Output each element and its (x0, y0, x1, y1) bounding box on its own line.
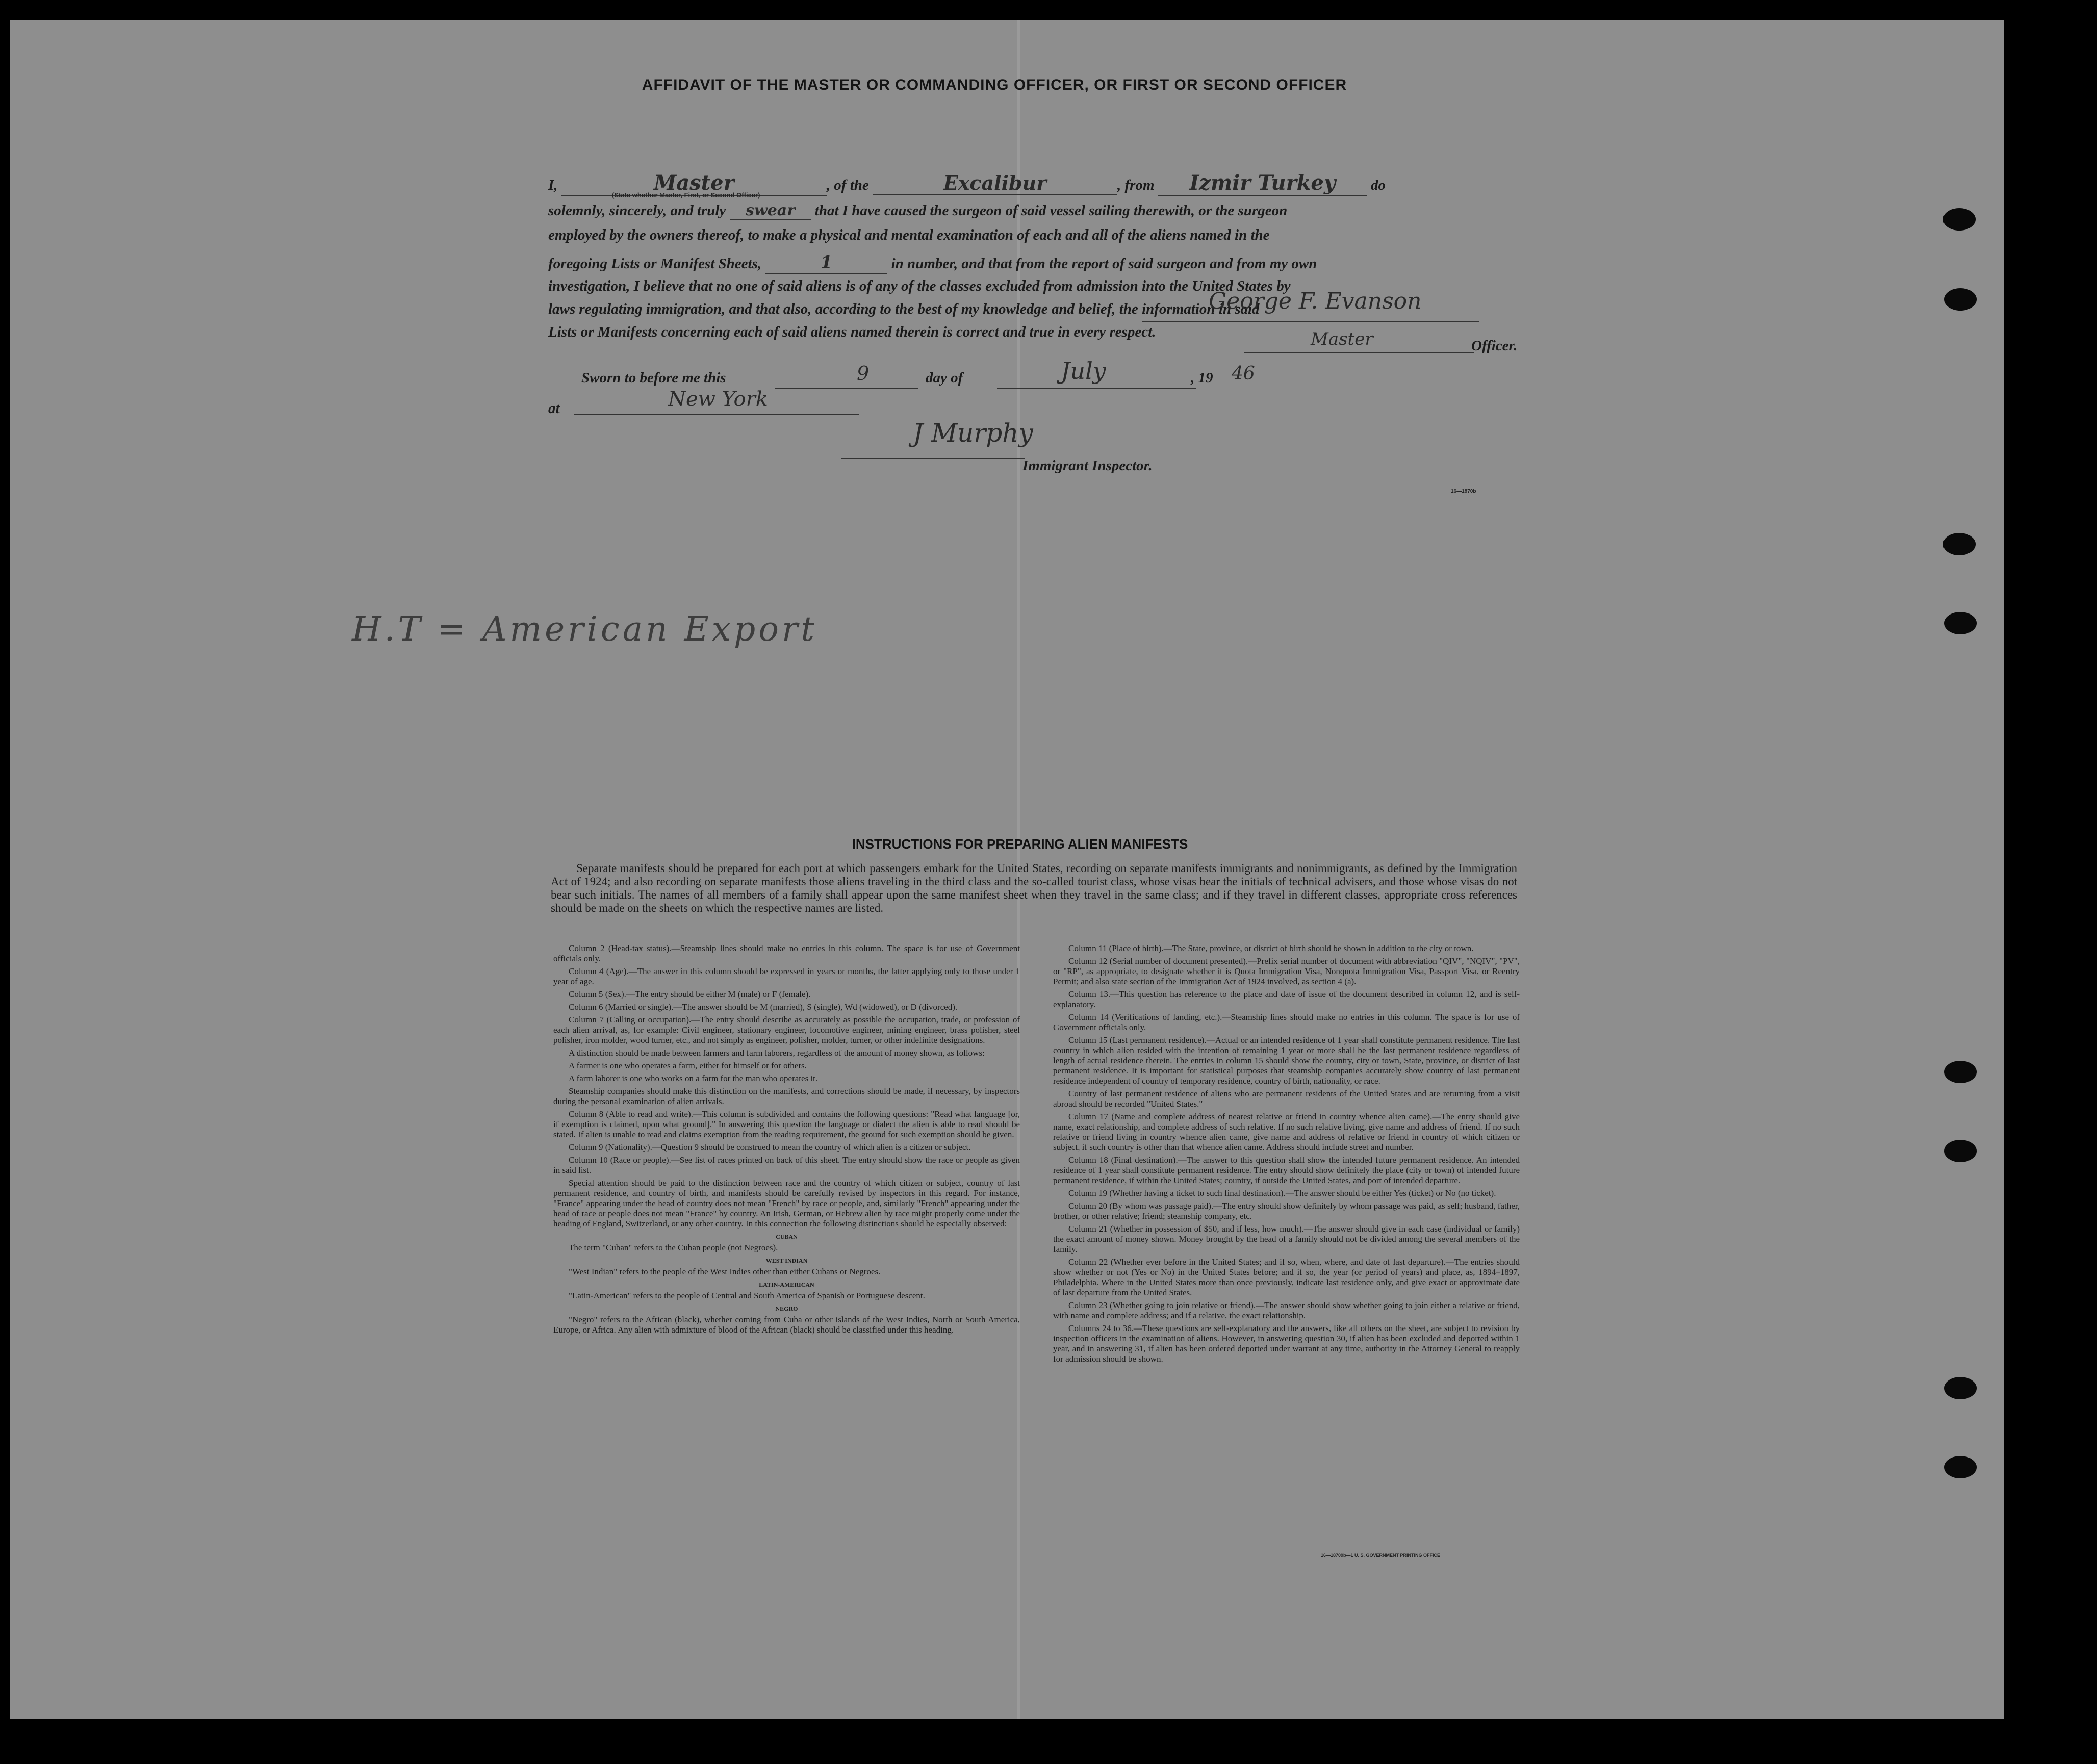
binder-hole (1944, 612, 1977, 634)
affidavit-line-1: I, Master , of the Excalibur , from Izmir Turkey do (548, 171, 1386, 195)
affidavit-title: AFFIDAVIT OF THE MASTER OR COMMANDING OFFICER, OR FIRST OR SECOND OFFICER (642, 76, 1347, 93)
instruction-paragraph: Column 14 (Verifications of landing, etc.).—Steamship lines should make no entries in this column. The space is for use of Government officials only. (1053, 1012, 1520, 1032)
day-handwritten: 9 (857, 362, 870, 385)
race-heading: WEST INDIAN (765, 1257, 808, 1264)
instruction-paragraph: Column 19 (Whether having a ticket to such final destination).—The answer should be either Yes (ticket) or No (no ticket). (1068, 1188, 1496, 1198)
affidavit-line-3: employed by the owners thereof, to make a physical and mental examination of each and all of the aliens named in the (548, 227, 1270, 243)
at-label: at (548, 400, 560, 417)
day-of-label: day of (926, 370, 963, 386)
title-line (1244, 352, 1474, 353)
instruction-paragraph: Column 8 (Able to read and write).—This column is subdivided and contains the following questions: "Read what language [or, if exemption is claimed, upon what ground]." In answering this question the language or dialect the alien is able to read should be stated. If alien is unable to read and claims exemption from the reading requirement, the ground for such exemption should be given. (553, 1109, 1020, 1139)
binder-hole (1944, 1140, 1977, 1162)
affidavit-line-2: solemnly, sincerely, and truly swear that I have caused the surgeon of said vessel sailing therewith, or the surgeon (548, 201, 1288, 219)
instructions-left-column (553, 943, 1020, 1338)
inspector-line (841, 458, 1025, 459)
race-definition: The term "Cuban" refers to the Cuban people (not Negroes). (569, 1243, 778, 1252)
instruction-paragraph: A distinction should be made between farmers and farm laborers, regardless of the amount of money shown, as follows: (569, 1048, 985, 1058)
instruction-paragraph: Column 12 (Serial number of document presented).—Prefix serial number of document with abbreviation "QIV", "NQIV", "PV", or "RP", as appropriate, to designate whether it is Quota Immigration Visa, Nonquota Immigration Visa, Passport Visa, or Reentry Permit; and also state section of the Immigration Act of 1924 involved, as section 4 (a). (1053, 956, 1520, 986)
instruction-paragraph: Column 13.—This question has reference to the place and date of issue of the document described in column 12, and is self-explanatory. (1053, 989, 1520, 1009)
year-prefix: , 19 (1191, 370, 1213, 386)
place-handwritten: New York (668, 388, 768, 411)
instruction-paragraph: A farmer is one who operates a farm, either for himself or for others. (569, 1061, 807, 1070)
inspector-signature: J Murphy (913, 418, 1033, 448)
binder-hole (1943, 533, 1976, 555)
instruction-paragraph: Special attention should be paid to the distinction between race and the country of which citizen or subject, country of last permanent residence, and country of birth, and manifests should be carefully revised by inspectors in this regard. For instance, "France" appearing under the head of country does not mean "French" by race or people, and, similarly "French" appearing under the head of race or people does not mean "France" by country. An Irish, German, or Hebrew alien by race might properly come under the heading of England, Switzerland, or any other country. In this connection the following distinctions should be especially observed: (553, 1178, 1020, 1229)
instruction-paragraph: A farm laborer is one who works on a farm for the man who operates it. (569, 1073, 818, 1083)
count-handwritten: 1 (820, 252, 833, 273)
instruction-paragraph: Column 4 (Age).—The answer in this column should be expressed in years or months, the latter applying only to those under 1 year of age. (553, 966, 1020, 986)
port-handwritten: Izmir Turkey (1189, 171, 1336, 195)
instruction-paragraph: Column 10 (Race or people).—See list of races printed on back of this sheet. The entry should show the race or people as given in said list. (553, 1155, 1020, 1175)
binder-hole (1944, 288, 1977, 311)
instruction-paragraph: Steamship companies should make this distinction on the manifests, and corrections should be made, if necessary, by inspectors during the personal examination of alien arrivals. (553, 1086, 1020, 1106)
binder-hole (1944, 1377, 1977, 1399)
affidavit-line-6: laws regulating immigration, and that also, according to the best of my knowledge and belief, the information in said (548, 301, 1260, 317)
race-definition: "Latin-American" refers to the people of Central and South America of Spanish or Portuguese descent. (569, 1291, 925, 1300)
instructions-right-column (1053, 943, 1520, 1367)
instructions-intro: Separate manifests should be prepared for each port at which passengers embark for the United States, recording on separate manifests immigrants and nonimmigrants, as defined by the Immigration Act of 1924; and also recording on separate manifests those aliens traveling in the third class and the so-called tourist class, whose visas bear the initials of technical advisers, and those whose visas do not bear such initials. The names of all members of a family shall appear upon the same manifest sheet when they travel in the same class; and if they travel in different classes, appropriate cross references should be made on the sheets on which the respective names are listed. (551, 862, 1517, 914)
instruction-paragraph: Column 2 (Head-tax status).—Steamship lines should make no entries in this column. The space is for use of Government officials only. (553, 943, 1020, 963)
binder-hole (1943, 208, 1976, 231)
handwritten-annotation: H.T = American Export (352, 609, 818, 649)
place-line (574, 414, 859, 415)
signer-title-handwritten: Master (1311, 329, 1373, 349)
month-handwritten: July (1061, 357, 1106, 385)
instruction-paragraph: Column 6 (Married or single).—The answer should be M (married), S (single), Wd (widowed), or D (divorced). (569, 1002, 958, 1012)
month-line (997, 388, 1196, 389)
instructions-title: INSTRUCTIONS FOR PREPARING ALIEN MANIFESTS (852, 836, 1188, 852)
binder-hole (1944, 1456, 1977, 1478)
year-handwritten: 46 (1232, 363, 1255, 384)
instruction-paragraph: Column 11 (Place of birth).—The State, province, or district of birth should be shown in addition to the city or town. (1068, 943, 1474, 953)
affidavit-line-4: foregoing Lists or Manifest Sheets, 1 in number, and that from the report of said surgeon and from my own (548, 252, 1317, 273)
instruction-paragraph: Column 9 (Nationality).—Question 9 should be construed to mean the country of which alien is a citizen or subject. (569, 1142, 971, 1152)
instruction-paragraph: Column 17 (Name and complete address of nearest relative or friend in country whence alien came).—The entry should give name, exact relationship, and complete address of such relative. If no such relative living, give name and address of friend. If no such relative or friend living in country whence alien came, give name and address of relative or friend in country of which citizen or subject, if such country is other than that whence alien came. Address should include street and number. (1053, 1112, 1520, 1152)
race-definition: "West Indian" refers to the people of the West Indies other than either Cubans or Negroes. (569, 1267, 881, 1276)
day-line (775, 388, 918, 389)
oath-handwritten: swear (745, 201, 796, 219)
instruction-paragraph: Column 20 (By whom was passage paid).—The entry should show definitely by whom passage was paid, as self; husband, father, brother, or other relative; friend; steamship company, etc. (1053, 1201, 1520, 1221)
footer-codes: 16—18709b—1 U. S. GOVERNMENT PRINTING OFFICE (1321, 1553, 1441, 1558)
instruction-paragraph: Column 15 (Last permanent residence).—Actual or an intended residence of 1 year shall constitute permanent residence. The last country in which alien resided with the intention of remaining 1 year or more shall be the last permanent residence regardless of length of actual residence therein. The entries in column 15 should show the country, city or town, State, province, or district of last permanent residence. It is important for statistical purposes that steamship companies accurately show country of last permanent residence independent of country of temporary residence, country of birth, nationality, or race. (1053, 1035, 1520, 1086)
instruction-paragraph: Column 21 (Whether in possession of $50, and if less, how much).—The answer should give in each case (individual or family) the exact amount of money shown. Money brought by the head of a family should not be divided among the several members of the family. (1053, 1224, 1520, 1254)
race-heading: CUBAN (776, 1233, 798, 1240)
form-code: 16—1870b (1451, 489, 1476, 494)
affidavit-line-5: investigation, I believe that no one of said aliens is of any of the classes excluded from admission into the United States by (548, 278, 1291, 294)
instruction-paragraph: Column 5 (Sex).—The entry should be either M (male) or F (female). (569, 989, 811, 999)
officer-label: Officer. (1471, 338, 1518, 354)
instruction-paragraph: Country of last permanent residence of aliens who are permanent residents of the United States and are returning from a visit abroad should be recorded "United States." (1053, 1089, 1520, 1109)
vessel-handwritten: Excalibur (943, 171, 1047, 194)
rank-handwritten: Master (653, 171, 734, 195)
race-heading: LATIN-AMERICAN (759, 1281, 814, 1288)
rank-caption: (State whether Master, First, or Second Officer) (612, 191, 760, 199)
sworn-label: Sworn to before me this (581, 370, 726, 386)
affidavit-line-7: Lists or Manifests concerning each of said aliens named therein is correct and true in every respect. (548, 324, 1156, 340)
race-definition: "Negro" refers to the African (black), whether coming from Cuba or other islands of the West Indies, North or South America, Europe, or Africa. Any alien with admixture of blood of the African (black) should be classified under this heading. (553, 1315, 1020, 1335)
instruction-paragraph: Columns 24 to 36.—These questions are self-explanatory and the answers, like all others on the sheet, are subject to revision by inspection officers in the examination of aliens. However, in answering question 30, if alien has been excluded and deported within 1 year, and in answering 31, if alien has been ordered deported under warrant at any time, authority in the Attorney General to reapply for admission should be shown. (1053, 1323, 1520, 1364)
instruction-paragraph: Column 22 (Whether ever before in the United States; and if so, when, where, and date of last departure).—The entries should show whether or not (Yes or No) in the United States before; and if so, the year (or period of years) and place, as, 1894–1897, Philadelphia. Where in the United States more than once previously, indicate last residence only, and give exact or approximate date of last departure from the United States. (1053, 1257, 1520, 1297)
inspector-label: Immigrant Inspector. (1022, 457, 1153, 474)
instruction-paragraph: Column 18 (Final destination).—The answer to this question shall show the intended future permanent residence. An intended residence of 1 year shall constitute permanent residence. The entry should show definitely the place (city or town) of intended future permanent residence, if within the United States; country, if outside the United States, and port of intended departure. (1053, 1155, 1520, 1185)
race-heading: NEGRO (775, 1305, 798, 1312)
instruction-paragraph: Column 23 (Whether going to join relative or friend).—The answer should show whether going to join either a relative or friend, with name and complete address; and if a relative, the exact relationship. (1053, 1300, 1520, 1320)
binder-hole (1944, 1061, 1977, 1083)
signature-line (1142, 321, 1479, 322)
instruction-paragraph: Column 7 (Calling or occupation).—The entry should describe as accurately as possible the occupation, trade, or profession of each alien arrival, as, for example: Civil engineer, stationary engineer, locomotive engineer, mining engineer, brass polisher, steel polisher, iron molder, wood turner, etc., and not simply as engineer, polisher, molder, turner, or other indefinite designations. (553, 1015, 1020, 1045)
master-signature: George F. Evanson (1209, 288, 1422, 314)
